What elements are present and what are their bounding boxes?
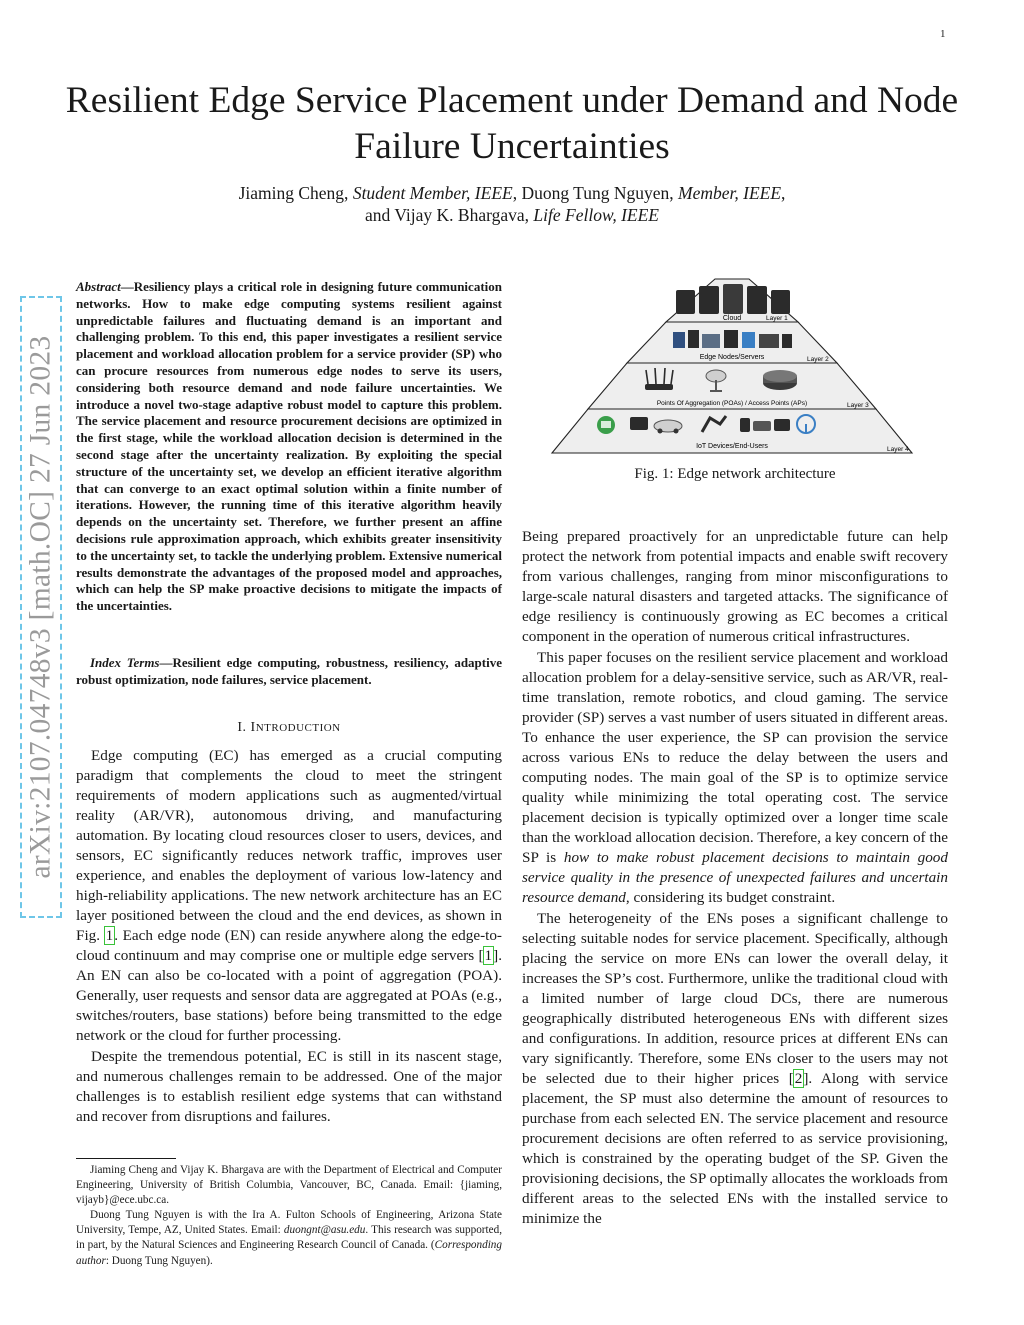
paper-title: Resilient Edge Service Placement under Demand and Node Failure Uncertainties: [65, 80, 959, 167]
footnote-affiliation: [76, 1208, 502, 1268]
switch-icon: [763, 370, 797, 390]
footnote-divider: [76, 1158, 176, 1159]
tier-label-poa: Points Of Aggregation (POAs) / Access Points (APs): [656, 400, 808, 407]
right-column-body: [522, 527, 948, 1229]
paragraph-text: The heterogeneity of the ENs poses a significant challenge to selecting suitable nodes for service placement. Specifically, although placing the service on more ENs can lower the overall delay, it increases the SP’s cost. Furthermore, unlike the traditional cloud with a limited number of large cloud DCs, there are numerous geographically distributed heterogeneous ENs with different sizes and configurations. In addition, resource prices at different ENs can vary significantly. Therefore, some ENs closer to the users may not be selected due to their higher prices [: [522, 910, 948, 1087]
footnote-text: . This research was supported, in part, by the Natural Sciences and Engineering Research Council of Canada. (: [76, 1224, 502, 1252]
emphasized-text: how to make robust placement decisions to maintain good service quality in the presence of unexpected failures and uncertain resource demand: [522, 849, 948, 906]
section-title-rest: NTRODUCTION: [255, 722, 341, 734]
left-column-body: [76, 746, 502, 1127]
paragraph-text: , considering its budget constraint.: [625, 889, 836, 906]
tier-label-edge-nodes: Edge Nodes/Servers: [699, 354, 765, 361]
index-terms-label: Index Terms: [90, 655, 160, 670]
paragraph: Despite the tremendous potential, EC is still in its nascent stage, and numerous challenges remain to be addressed. One of the major challenges is to establish resilient edge systems that can withstand and recover from disruptions and failures.: [76, 1048, 502, 1125]
footnote-corresponding-label: Corresponding author: [76, 1239, 502, 1267]
citation-link[interactable]: 2: [794, 1070, 803, 1087]
abstract-label: Abstract: [76, 279, 121, 294]
abstract: [76, 279, 502, 615]
figure-reference-link[interactable]: 1: [105, 927, 114, 944]
layer-label-1: Layer 1: [766, 315, 788, 322]
section-heading-introduction: [76, 720, 502, 736]
page-number: 1: [940, 28, 946, 40]
cloud-server-rack-icon: [676, 284, 790, 314]
footnote-text: : Duong Tung Nguyen).: [105, 1254, 213, 1267]
author-3-membership: Life Fellow, IEEE: [533, 205, 659, 225]
section-title-initial: I: [250, 720, 256, 735]
abstract-text: —Resiliency plays a critical role in designing future communication networks. How to make edge computing systems resilient against unpredictable failures and fluctuating demand is an important and challenging problem. To this end, this paper investigates a resilient service placement and workload allocation problem for a service provider (SP) who can procure resources from numerous edge nodes to serve its users, considering both resource demand and node failure uncertainties. We introduce a novel two-stage adaptive robust model to capture this problem. The service placement and resource procurement decisions are optimized in the first stage, while the workload allocation decision is determined in the second stage after the uncertainty realization. By exploiting the special structure of the uncertainty set, we develop an efficient iterative algorithm that can converge to an exact optimal solution within a finite number of iterations. However, the running time of this iterative algorithm heavily depends on the uncertainty set. Therefore, we further present an affine decisions rule approximation approach, which exhibits greater insensitivity to the uncertainty set, to tackle the underlying problem. Extensive numerical results demonstrate the advantages of the proposed model and approaches, which can help the SP make proactive decisions to mitigate the impacts of the uncertainties.: [76, 279, 502, 614]
paragraph-text: ]. Along with service placement, the SP must also determine the amount of resources to purchase from each selected EN. The service placement and resource procurement decisions are often referred to as service provisioning, which is constrained by the operating budget of the SP. Given the provisioning decisions, the SP optimally allocates the workloads from different areas to the selected ENs with the installed service to minimize the: [522, 1070, 948, 1227]
citation-link[interactable]: 1: [484, 947, 493, 964]
footnote-text: Duong Tung Nguyen is with the Ira A. Fulton Schools of Engineering, Arizona State University, Tempe, AZ, United States. Email:: [76, 1209, 502, 1237]
paragraph: Being prepared proactively for an unpredictable future can help protect the network from potential impacts and enable swift recovery from various challenges, ranging from minor misconfigurations to large-scale natural disasters and targeted attacks. The significance of edge resiliency is continuously growing as EC becomes a critical component in the operation of numerous critical infrastructures.: [522, 528, 948, 645]
footnotes: [76, 1163, 502, 1269]
author-1-name: Jiaming Cheng,: [238, 183, 353, 203]
index-terms-text: —Resilient edge computing, robustness, resiliency, adaptive robust optimization, node failures, service placement.: [76, 655, 502, 687]
index-terms: [76, 655, 502, 689]
author-separator: ,: [781, 183, 786, 203]
paragraph-text: . Each edge node (EN) can reside anywhere along the edge-to-cloud continuum and may comprise one or multiple edge servers [: [76, 927, 502, 964]
layer-label-4: Layer 4: [887, 446, 909, 453]
figure-caption: Fig. 1: Edge network architecture: [634, 466, 836, 482]
arxiv-stamp: [20, 296, 62, 918]
arxiv-identifier: arXiv:2107.04748v3 [math.OC] 27 Jun 2023: [24, 335, 57, 879]
layer-label-2: Layer 2: [807, 356, 829, 363]
tier-label-cloud: Cloud: [722, 315, 742, 322]
paragraph: [522, 909, 948, 1229]
author-3-name: and Vijay K. Bhargava,: [365, 205, 534, 225]
author-1-membership: Student Member, IEEE: [352, 183, 513, 203]
paragraph: [522, 648, 948, 908]
layer-label-3: Layer 3: [847, 402, 869, 409]
author-2-name: , Duong Tung Nguyen,: [512, 183, 679, 203]
footnote-email: duongnt@asu.edu: [283, 1224, 366, 1237]
edge-network-architecture-figure: [550, 276, 916, 456]
paragraph: [76, 746, 502, 1046]
tier-label-iot: IoT Devices/End-Users: [696, 443, 768, 450]
paragraph-text: This paper focuses on the resilient service placement and workload allocation problem for a delay-sensitive service, such as AR/VR, real-time translation, remote robotics, and cloud gaming. The service provider (SP) serves a vast number of users situated in different areas. To enhance the user experience, the SP can provision the service across various ENs to reduce the delay between the users and computing nodes. The main goal of the SP is to optimize service quality while minimizing the total operating cost. The service placement decision is typically optimized over a longer time scale than the workload allocation decision. Therefore, a key concern of the SP is: [522, 649, 948, 866]
section-numeral: I.: [237, 720, 251, 735]
paragraph-text: Edge computing (EC) has emerged as a crucial computing paradigm that complements the cloud to meet the stringent requirements of modern applications such as augmented/virtual reality (AR/VR), autonomous driving, and manufacturing automation. By locating cloud resources closer to users, devices, and sensors, EC significantly reduces network traffic, improves user experience, and enables the deployment of various low-latency and high-reliability applications. The new network architecture has an EC layer positioned between the cloud and the end devices, as shown in Fig.: [76, 747, 502, 944]
paragraph-text: ]. An EN can also be co-located with a point of aggregation (POA). Generally, user requests and sensor data are aggregated at POAs (e.g., switches/routers, base stations) before being transmitted to the edge network or the cloud for further processing.: [76, 947, 502, 1044]
author-list: [60, 182, 964, 226]
footnote-affiliation: Jiaming Cheng and Vijay K. Bhargava are with the Department of Electrical and Computer Engineering, University of British Columbia, Vancouver, BC, Canada. Email: {jiaming, vijayb}@ece.ubc.ca.: [76, 1164, 502, 1207]
author-2-membership: Member, IEEE: [678, 183, 782, 203]
